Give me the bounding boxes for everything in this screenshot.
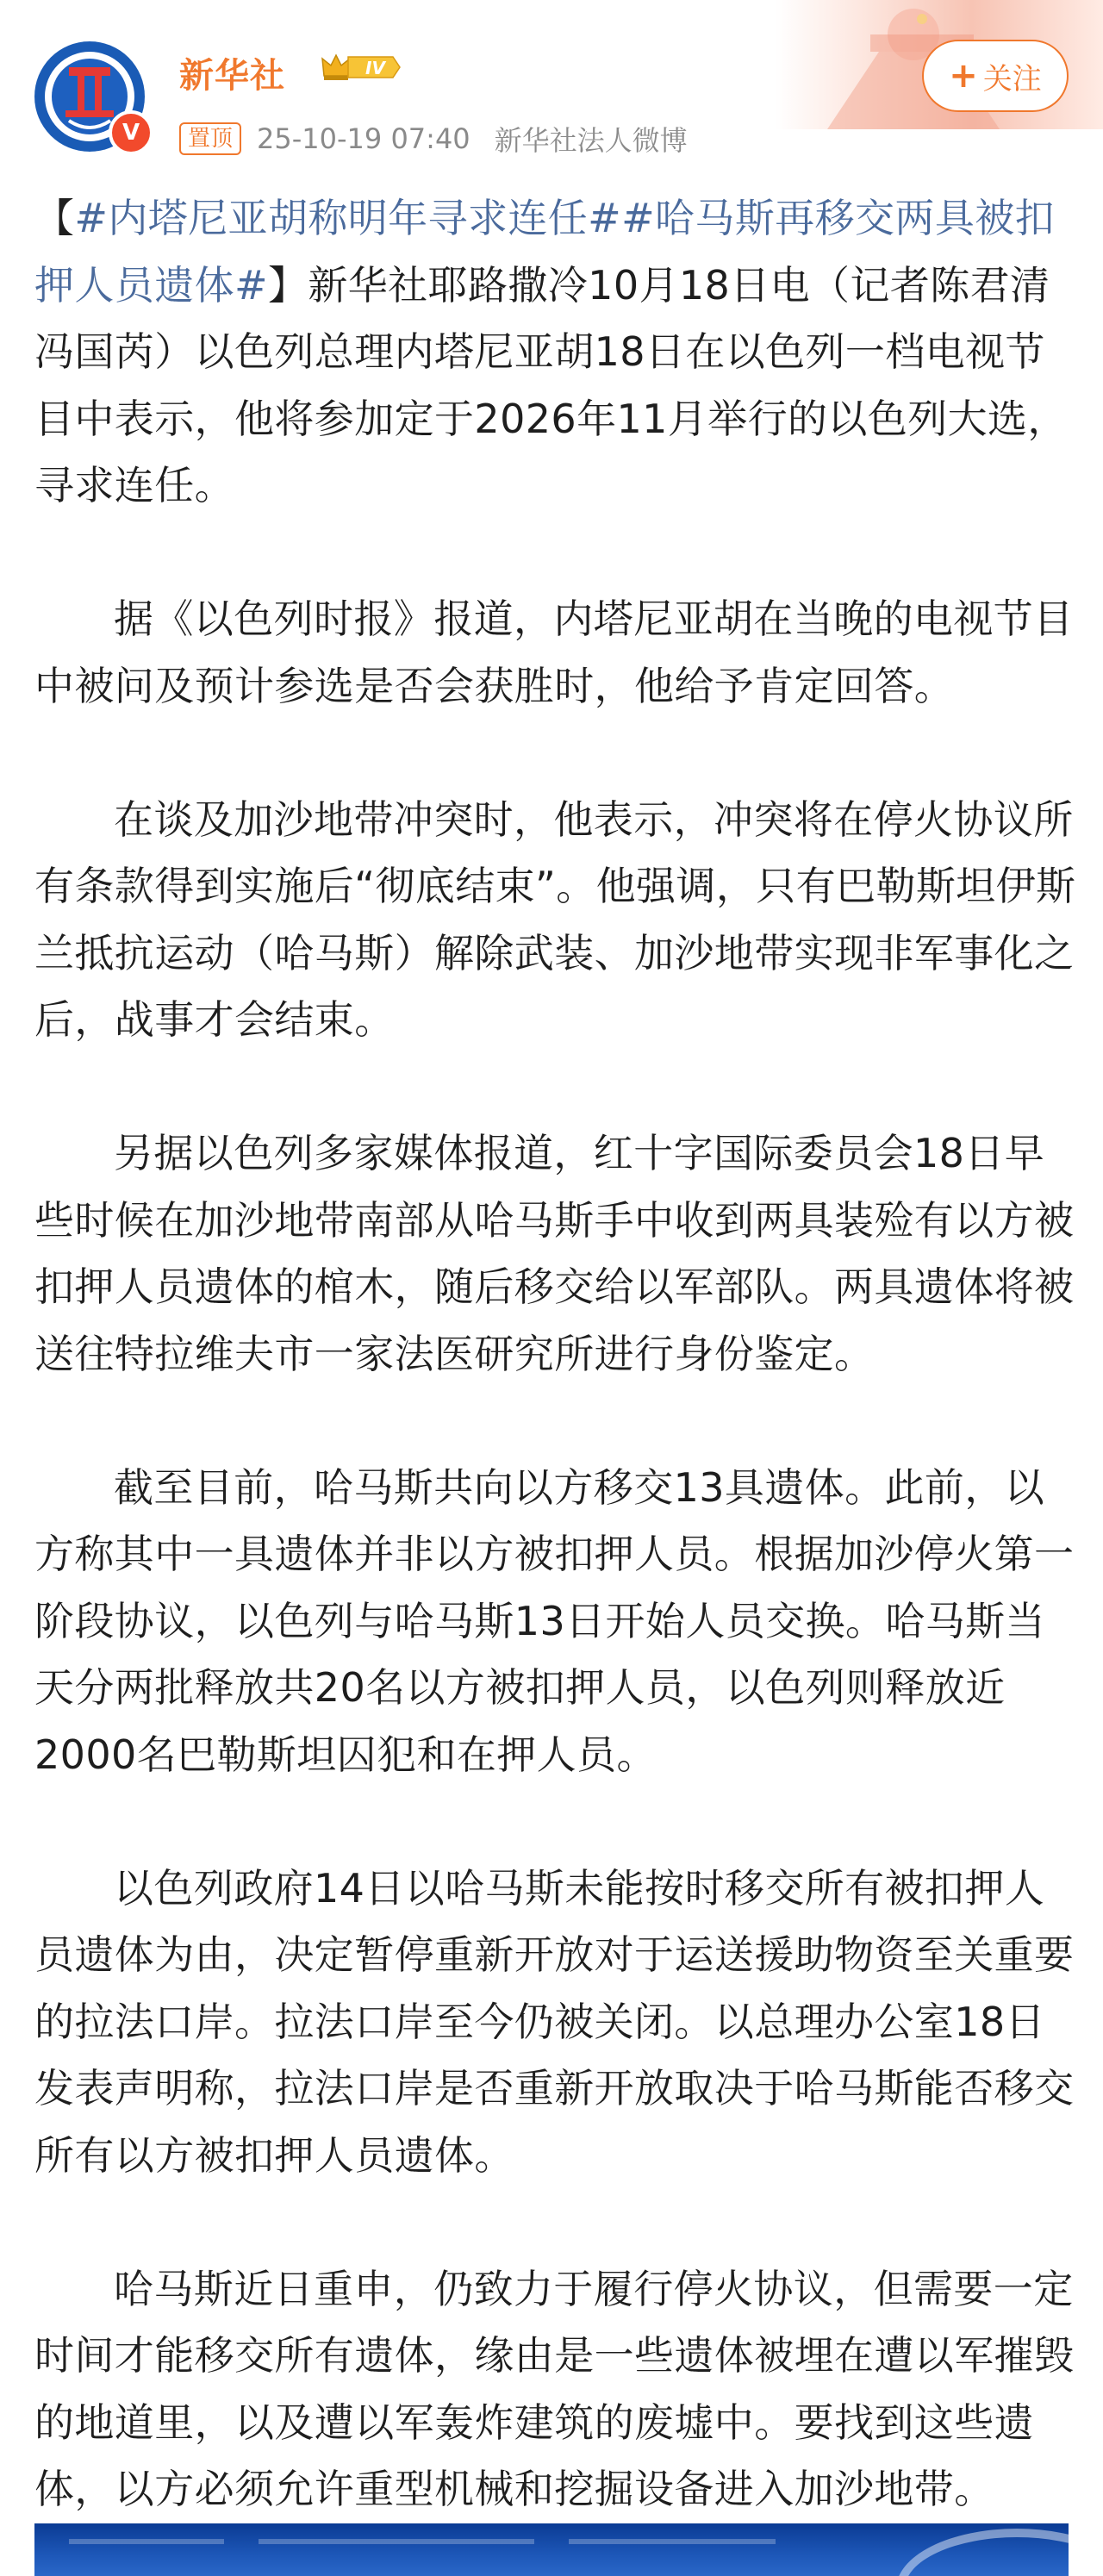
follow-label: 关注 — [982, 61, 1042, 97]
paragraph: 哈马斯近日重申，仍致力于履行停火协议，但需要一定时间才能移交所有遗体，缘由是一些遗体被埋在遭以军摧毁的地道里，以及遭以军轰炸建筑的废墟中。要找到这些遗体，以方必须允许重型机械和挖掘设备进入加沙地带。 — [34, 2265, 1075, 2512]
topic-link-2[interactable]: #哈马斯再移交两具被扣押人员遗体# — [34, 195, 1056, 309]
paragraph: 在谈及加沙地带冲突时，他表示，冲突将在停火协议所有条款得到实施后“彻底结束”。他强调，只有巴勒斯坦伊斯兰抵抗运动（哈马斯）解除武装、加沙地带实现非军事化之后，战事才会结束。 — [34, 795, 1076, 1043]
pinned-tag: 置顶 — [179, 122, 241, 155]
post-source[interactable]: 新华社法人微博 — [494, 124, 688, 157]
follow-button[interactable] — [922, 40, 1069, 112]
paragraph: 截至目前，哈马斯共向以方移交13具遗体。此前，以方称其中一具遗体并非以方被扣押人员。根据加沙停火第一阶段协议，以色列与哈马斯13日开始人员交换。哈马斯当天分两批释放共20名以方被扣押人员，以色列则释放近2000名巴勒斯坦囚犯和在押人员。 — [34, 1463, 1075, 1778]
plus-icon: + — [949, 56, 978, 96]
lead-text: 新华社耶路撒冷10月18日电（记者陈君清 冯国芮）以色列总理内塔尼亚胡18日在以色列一档电视节目中表示，他将参加定于2026年11月举行的以色列大选，寻求连任。 — [34, 261, 1068, 508]
paragraph: 另据以色列多家媒体报道，红十字国际委员会18日早些时候在加沙地带南部从哈马斯手中收到两具装殓有以方被扣押人员遗体的棺木，随后移交给以军部队。两具遗体将被送往特拉维夫市一家法医研究所进行身份鉴定。 — [34, 1130, 1075, 1377]
bracket-close: 】 — [267, 261, 308, 309]
attached-image-preview[interactable] — [34, 2523, 1069, 2576]
paragraph: 据《以色列时报》报道，内塔尼亚胡在当晚的电视节目中被问及预计参选是否会获胜时，他给予肯定回答。 — [34, 596, 1074, 709]
post-body — [34, 185, 1077, 2523]
crown-level-icon — [319, 50, 402, 84]
level-badge — [319, 50, 402, 88]
image-decoration — [896, 2529, 1069, 2576]
verified-badge-icon: V — [109, 110, 153, 155]
post-time: 25-10-19 07:40 — [257, 122, 470, 155]
author-name[interactable]: 新华社 — [179, 56, 285, 96]
level-text: IV — [365, 58, 385, 78]
post-meta-row — [179, 121, 688, 157]
paragraph: 以色列政府14日以哈马斯未能按时移交所有被扣押人员遗体为由，决定暂停重新开放对于运送援助物资至关重要的拉法口岸。拉法口岸至今仍被关闭。以总理办公室18日发表声明称，拉法口岸是否重新开放取决于哈马斯能否移交所有以方被扣押人员遗体。 — [34, 1864, 1075, 2179]
lead-paragraph — [34, 185, 1077, 520]
topic-link-1[interactable]: #内塔尼亚胡称明年寻求连任# — [74, 195, 622, 241]
post-header — [0, 0, 1103, 177]
bracket-open: 【 — [34, 195, 75, 241]
